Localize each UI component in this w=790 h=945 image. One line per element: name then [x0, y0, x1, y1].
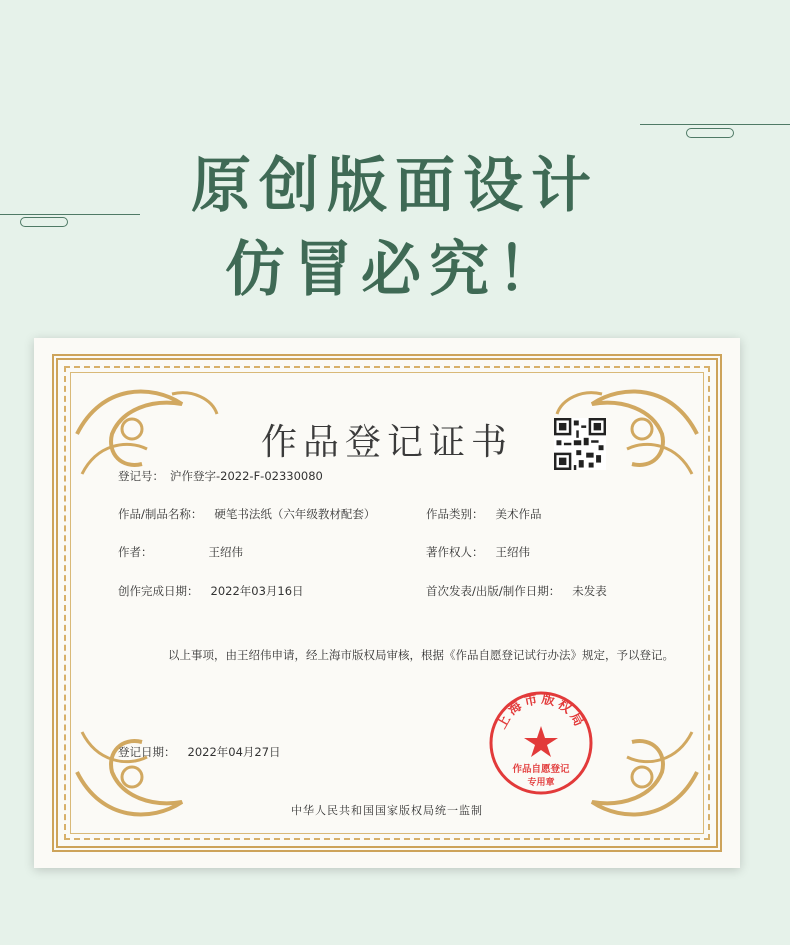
copyright-owner-label: 著作权人： — [426, 545, 484, 559]
decor-line-right — [640, 124, 790, 125]
registration-number-value: 沪作登字-2022-F-02330080 — [170, 469, 323, 483]
work-name-value: 硬笔书法纸（六年级教材配套） — [214, 507, 376, 521]
work-category-label: 作品类别： — [426, 507, 484, 521]
author — [118, 544, 243, 560]
work-category — [426, 506, 542, 522]
author-value: 王绍伟 — [208, 545, 243, 559]
completion-date — [118, 583, 304, 599]
registration-date-label: 登记日期： — [118, 745, 176, 759]
certificate — [34, 338, 740, 868]
seal-top-text: 上海市版权局 — [494, 691, 588, 732]
seal-line-1: 作品自愿登记 — [512, 764, 570, 775]
publish-date-label: 首次发表/出版/制作日期： — [426, 584, 561, 598]
registration-date-value: 2022年04月27日 — [187, 745, 281, 759]
svg-text:上海市版权局 — [494, 691, 587, 732]
completion-date-value: 2022年03月16日 — [210, 584, 304, 598]
copyright-owner-value: 王绍伟 — [495, 545, 530, 559]
work-name-label: 作品/制品名称： — [118, 507, 203, 521]
copyright-owner — [426, 544, 530, 560]
work-name — [118, 506, 375, 522]
decor-loop-right — [686, 128, 734, 138]
registration-number — [118, 468, 323, 484]
publish-date-value: 未发表 — [572, 584, 607, 598]
certificate-footer: 中华人民共和国国家版权局统一监制 — [291, 804, 483, 817]
official-seal — [486, 688, 596, 798]
headline-imitation-prohibited: 仿冒必究！ — [225, 235, 565, 305]
qr-code — [554, 418, 606, 470]
seal-line-2: 专用章 — [527, 778, 555, 788]
registration-number-label: 登记号： — [118, 469, 164, 483]
certificate-title: 作品登记证书 — [260, 422, 513, 463]
completion-date-label: 创作完成日期： — [118, 584, 199, 598]
registration-date — [118, 744, 281, 760]
publish-date — [426, 583, 607, 599]
headline-original-design: 原创版面设计 — [191, 151, 599, 221]
work-category-value: 美术作品 — [495, 507, 542, 521]
author-label: 作者： — [118, 545, 153, 559]
certificate-statement: 以上事项，由王绍伟申请，经上海市版权局审核，根据《作品自愿登记试行办法》规定，予以登记。 — [168, 648, 674, 662]
